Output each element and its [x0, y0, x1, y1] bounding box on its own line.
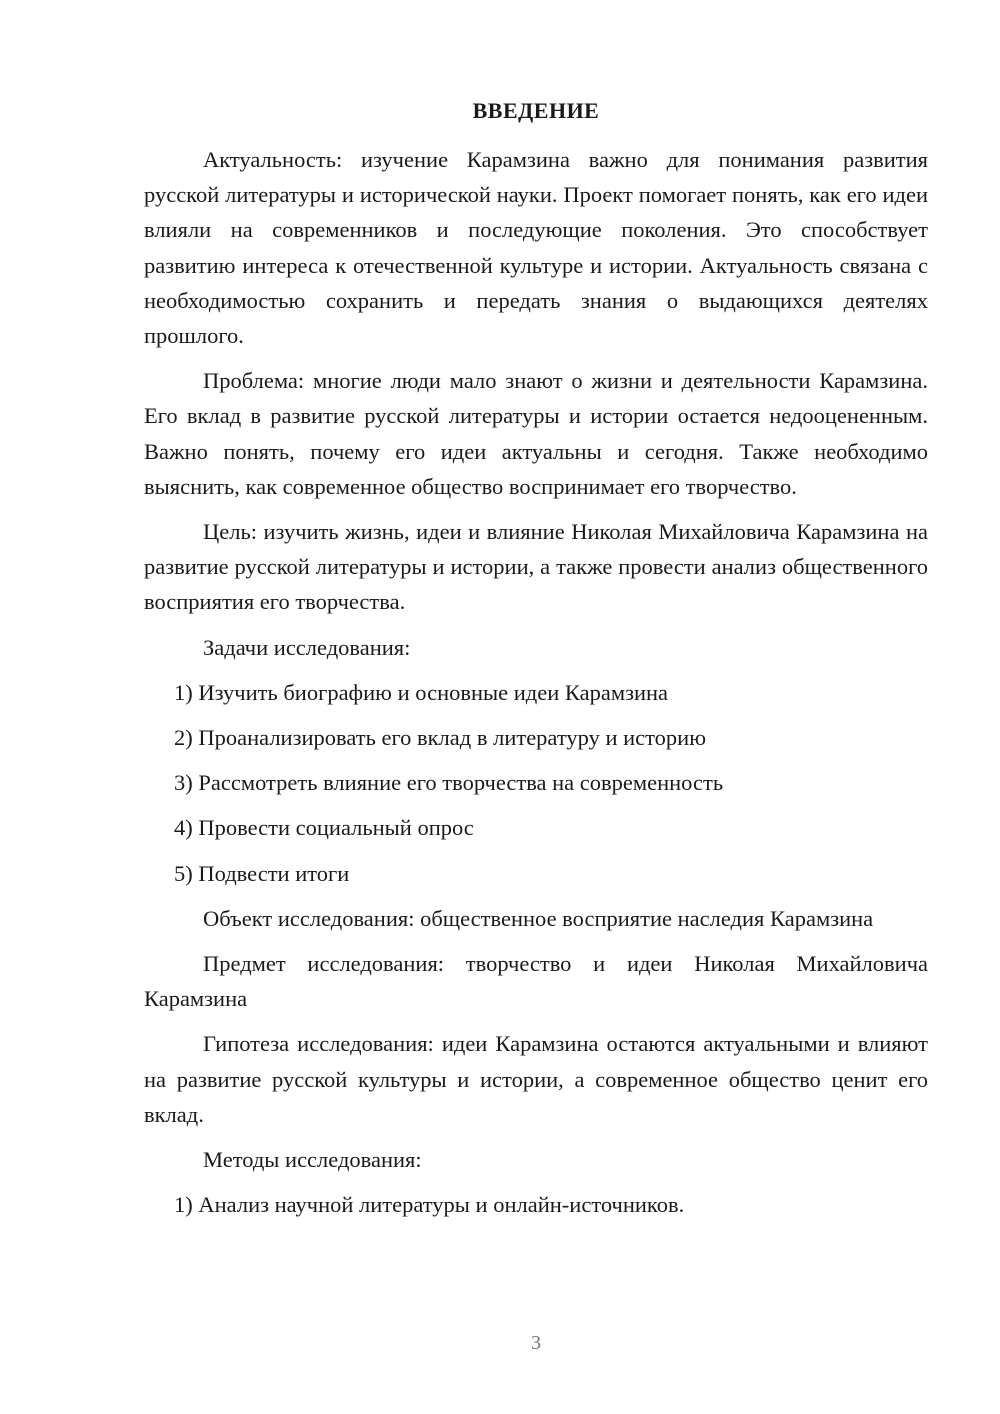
methods-heading: Методы исследования: [203, 1147, 422, 1173]
object-paragraph: Объект исследования: общественное восприятие наследия Карамзина [203, 905, 874, 931]
problem-paragraph: Проблема: многие люди мало знают о жизни и деятельности Карамзина. Его вклад в развитие русской литературы и истории остается недооцененным. Важно понять, почему его идеи актуальны и сегодня. Также необходимо выяснить, как современное общество воспринимает его творчество. [144, 368, 928, 499]
subject-paragraph: Предмет исследования: творчество и идеи Николая Михайловича Карамзина [144, 951, 928, 1012]
tasks-heading: Задачи исследования: [203, 634, 411, 660]
list-item: 4) Провести социальный опрос [174, 815, 474, 841]
hypothesis-paragraph: Гипотеза исследования: идеи Карамзина остаются актуальными и влияют на развитие русской культуры и истории, а современное общество ценит его вклад. [144, 1031, 928, 1127]
list-item: 1) Анализ научной литературы и онлайн-источников. [174, 1192, 685, 1218]
relevance-paragraph: Актуальность: изучение Карамзина важно для понимания развития русской литературы и исторической науки. Проект помогает понять, как его идеи влияли на современников и последующие поколения. Это способствует развитию интереса к отечественной культуре и истории. Актуальность связана с необходимостью сохранить и передать знания о выдающихся деятелях прошлого. [144, 147, 928, 349]
list-item: 1) Изучить биографию и основные идеи Карамзина [174, 679, 669, 705]
page-title: ВВЕДЕНИЕ [472, 98, 600, 123]
goal-paragraph: Цель: изучить жизнь, идеи и влияние Николая Михайловича Карамзина на развитие русской литературы и истории, а также провести анализ общественного восприятия его творчества. [144, 519, 928, 615]
page-number: 3 [531, 1332, 541, 1354]
list-item: 2) Проанализировать его вклад в литературу и историю [174, 725, 707, 751]
list-item: 5) Подвести итоги [174, 860, 350, 886]
list-item: 3) Рассмотреть влияние его творчества на современность [174, 770, 724, 796]
document-body [144, 142, 928, 1232]
